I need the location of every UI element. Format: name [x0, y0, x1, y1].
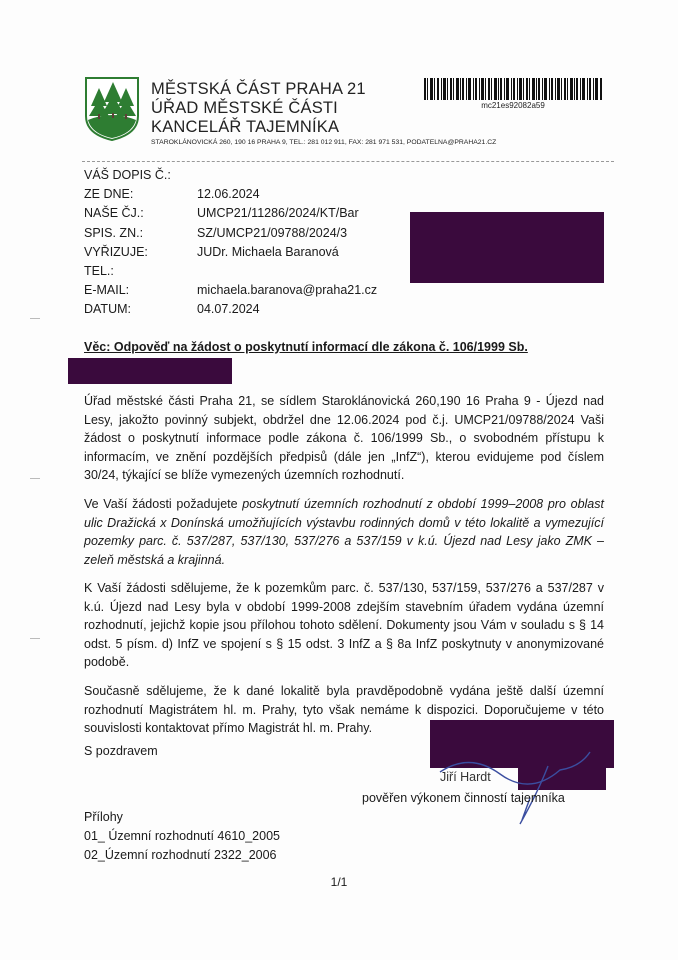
organization-name — [151, 80, 366, 137]
attachment-item: 02_Územní rozhodnutí 2322_2006 — [84, 848, 277, 862]
address-line: STAROKLÁNOVICKÁ 260, 190 16 PRAHA 9, TEL.: 281 012 911, FAX: 281 971 531, PODATELNA@PRAHA21.CZ — [151, 139, 497, 146]
ref-label: DATUM: — [84, 302, 131, 317]
org-line-1: MĚSTSKÁ ČÁST PRAHA 21 — [151, 80, 366, 98]
ref-row — [84, 166, 377, 185]
paragraph-4: Současně sdělujeme, že k dané lokalitě byla pravděpodobně vydána ještě další územní rozhodnutí Magistrátem hl. m. Prahy, tyto však nemáme k dispozici. Doporučujeme v této souvislosti kontaktovat přímo Magistrát hl. m. Prahy. — [84, 684, 604, 736]
ref-label: TEL.: — [84, 263, 114, 278]
ref-value: michaela.baranova@praha21.cz — [197, 283, 378, 298]
signer-name: Jiří Hardt — [440, 770, 491, 784]
ref-label: SPIS. ZN.: — [84, 225, 144, 240]
ref-value: 12.06.2024 — [197, 187, 260, 202]
org-line-3: KANCELÁŘ TAJEMNÍKA — [151, 118, 340, 136]
margin-mark — [30, 318, 40, 319]
ref-row — [84, 224, 377, 243]
redacted-recipient-address — [410, 212, 604, 283]
header-divider — [82, 161, 614, 162]
greeting: S pozdravem — [84, 744, 158, 758]
attachments-title: Přílohy — [84, 810, 123, 824]
margin-mark — [30, 638, 40, 639]
barcode — [424, 78, 602, 100]
ref-label: NAŠE ČJ.: — [84, 206, 144, 221]
ref-label: VYŘIZUJE: — [84, 244, 148, 259]
ref-label: ZE DNE: — [84, 187, 134, 202]
redacted-salutation — [68, 358, 232, 384]
ref-value: SZ/UMCP21/09788/2024/3 — [197, 225, 348, 240]
ref-value: 04.07.2024 — [197, 302, 260, 317]
paragraph-2-prefix: Ve Vaší žádosti požadujete — [84, 497, 243, 511]
ref-value: JUDr. Michaela Baranová — [197, 244, 339, 259]
paragraph-2-italic: poskytnutí územních rozhodnutí z období 1999–2008 pro oblast ulic Dražická x Donínská umožňujících výstavbu rodinných domů v této lokalitě a vymezující pozemky parc. č. 537/287, 537/130, 537/276 a 537/159 v k.ú. Újezd nad Lesy jako ZMK – zeleň městská a krajinná. — [84, 497, 604, 567]
ref-row — [84, 243, 377, 262]
org-line-2: ÚŘAD MĚSTSKÉ ČÁSTI — [151, 99, 338, 117]
ref-row — [84, 300, 377, 319]
ref-label: E-MAIL: — [84, 283, 130, 298]
ref-value: UMCP21/11286/2024/KT/Bar — [197, 206, 359, 221]
paragraph-3: K Vaší žádosti sdělujeme, že k pozemkům parc. č. 537/130, 537/159, 537/276 a 537/287 v k.ú. Újezd nad Lesy byla v období 1999-2008 zdejším stavebním úřadem vydána územní rozhodnutí, jejichž kopie jsou přílohou tohoto sdělení. Dokumenty jsou Vám v souladu s § 14 odst. 5 písm. d) InfZ ve spojení s § 15 odst. 3 InfZ a § 8a InfZ poskytnuty v anonymizované podobě. — [84, 581, 604, 670]
ref-label: VÁŠ DOPIS Č.: — [84, 168, 171, 182]
page-number: 1/1 — [330, 875, 348, 889]
ref-row — [84, 262, 377, 281]
ref-row — [84, 281, 377, 300]
barcode-text: mc21es92082a59 — [481, 101, 545, 110]
signer-role: pověřen výkonem činností tajemníka — [362, 791, 565, 805]
attachments — [84, 808, 280, 865]
attachment-item: 01_ Územní rozhodnutí 4610_2005 — [84, 829, 280, 843]
municipal-logo — [84, 76, 140, 142]
reference-block — [84, 166, 377, 320]
ref-row — [84, 204, 377, 223]
paragraph-1: Úřad městské části Praha 21, se sídlem Staroklánovická 260,190 16 Praha 9 - Újezd nad Lesy, jakožto povinný subjekt, obdržel dne 12.06.2024 pod č.j. UMCP21/09788/2024 Vaši žádost o poskytnutí informace podle zákona č. 106/1999 Sb., o svobodném přístupu k informacím, ve znění pozdějších předpisů (dále jen „InfZ“), kterou evidujeme pod číslem 30/24, týkající se blíže vymezených územních rozhodnutí. — [84, 394, 604, 483]
ref-row — [84, 185, 377, 204]
letter-subject: Věc: Odpověď na žádost o poskytnutí informací dle zákona č. 106/1999 Sb. — [84, 340, 528, 354]
margin-mark — [30, 478, 40, 479]
paragraph-2 — [84, 495, 604, 569]
